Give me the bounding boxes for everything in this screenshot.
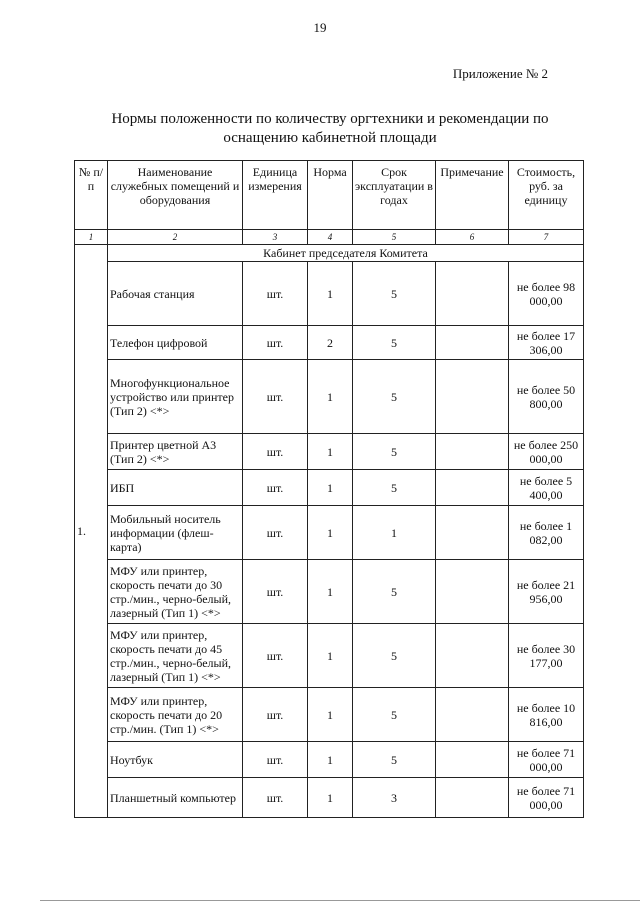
item-unit: шт. [243,742,308,778]
table-row [75,434,584,470]
header-name: Наименование служебных помещений и оборудования [108,161,243,230]
item-note [436,262,509,326]
item-norm: 1 [308,434,353,470]
table-row [75,506,584,560]
item-note [436,688,509,742]
item-cost: не более 5 400,00 [509,470,584,506]
item-norm: 1 [308,360,353,434]
item-cost: не более 17 306,00 [509,326,584,360]
header-unit: Единица измерения [243,161,308,230]
item-unit: шт. [243,262,308,326]
table-row [75,470,584,506]
item-name: Мобильный носитель информации (флеш-карта) [108,506,243,560]
item-term: 5 [353,742,436,778]
title-line-1: Нормы положенности по количеству оргтехники и рекомендации по [111,111,549,127]
item-term: 5 [353,434,436,470]
item-term: 3 [353,778,436,818]
item-term: 1 [353,506,436,560]
norms-table [74,160,584,818]
item-name: МФУ или принтер, скорость печати до 30 стр./мин., черно-белый, лазерный (Тип 1) <*> [108,560,243,624]
header-note: Примечание [436,161,509,230]
header-row [75,161,584,230]
column-number: 2 [108,230,243,245]
item-name: МФУ или принтер, скорость печати до 20 стр./мин. (Тип 1) <*> [108,688,243,742]
item-norm: 1 [308,506,353,560]
item-name: Телефон цифровой [108,326,243,360]
column-number: 4 [308,230,353,245]
item-cost: не более 30 177,00 [509,624,584,688]
column-number: 7 [509,230,584,245]
appendix-label: Приложение № 2 [452,66,548,81]
item-name: ИБП [108,470,243,506]
item-unit: шт. [243,560,308,624]
item-cost: не более 21 956,00 [509,560,584,624]
item-norm: 1 [308,560,353,624]
section-row [75,245,584,262]
title-line-2: оснащению кабинетной площади [223,130,437,146]
item-term: 5 [353,688,436,742]
header-num: № п/п [75,161,108,230]
item-note [436,326,509,360]
item-name: Ноутбук [108,742,243,778]
item-cost: не более 71 000,00 [509,742,584,778]
item-unit: шт. [243,506,308,560]
item-cost: не более 10 816,00 [509,688,584,742]
item-term: 5 [353,262,436,326]
section-title: Кабинет председателя Комитета [108,245,584,262]
item-unit: шт. [243,688,308,742]
item-cost: не более 250 000,00 [509,434,584,470]
item-norm: 1 [308,470,353,506]
column-number-row [75,230,584,245]
section-number: 1. [75,245,108,818]
table-row [75,742,584,778]
item-name: Многофункциональное устройство или принтер (Тип 2) <*> [108,360,243,434]
table-row [75,688,584,742]
table-row [75,560,584,624]
item-norm: 1 [308,742,353,778]
item-note [436,434,509,470]
item-note [436,560,509,624]
table-row [75,262,584,326]
item-name: Планшетный компьютер [108,778,243,818]
table-row [75,326,584,360]
item-cost: не более 50 800,00 [509,360,584,434]
item-unit: шт. [243,624,308,688]
item-term: 5 [353,560,436,624]
item-cost: не более 1 082,00 [509,506,584,560]
item-term: 5 [353,624,436,688]
item-note [436,778,509,818]
item-unit: шт. [243,360,308,434]
item-note [436,624,509,688]
item-name: МФУ или принтер, скорость печати до 45 стр./мин., черно-белый, лазерный (Тип 1) <*> [108,624,243,688]
item-unit: шт. [243,470,308,506]
column-number: 1 [75,230,108,245]
item-term: 5 [353,470,436,506]
item-unit: шт. [243,434,308,470]
item-norm: 1 [308,778,353,818]
item-cost: не более 98 000,00 [509,262,584,326]
item-name: Принтер цветной А3 (Тип 2) <*> [108,434,243,470]
table-row [75,778,584,818]
item-term: 5 [353,326,436,360]
header-term: Срок эксплуатации в годах [353,161,436,230]
item-norm: 1 [308,624,353,688]
page-number: 19 [313,20,327,35]
column-number: 5 [353,230,436,245]
table-row [75,624,584,688]
item-unit: шт. [243,778,308,818]
document-title [60,110,600,148]
column-number: 6 [436,230,509,245]
table-row [75,360,584,434]
item-norm: 2 [308,326,353,360]
item-norm: 1 [308,688,353,742]
item-cost: не более 71 000,00 [509,778,584,818]
item-term: 5 [353,360,436,434]
item-name: Рабочая станция [108,262,243,326]
item-unit: шт. [243,326,308,360]
item-norm: 1 [308,262,353,326]
header-cost: Стоимость, руб. за единицу [509,161,584,230]
column-number: 3 [243,230,308,245]
header-norm: Норма [308,161,353,230]
item-note [436,360,509,434]
item-note [436,742,509,778]
item-note [436,470,509,506]
page-bottom-divider [40,900,640,901]
item-note [436,506,509,560]
